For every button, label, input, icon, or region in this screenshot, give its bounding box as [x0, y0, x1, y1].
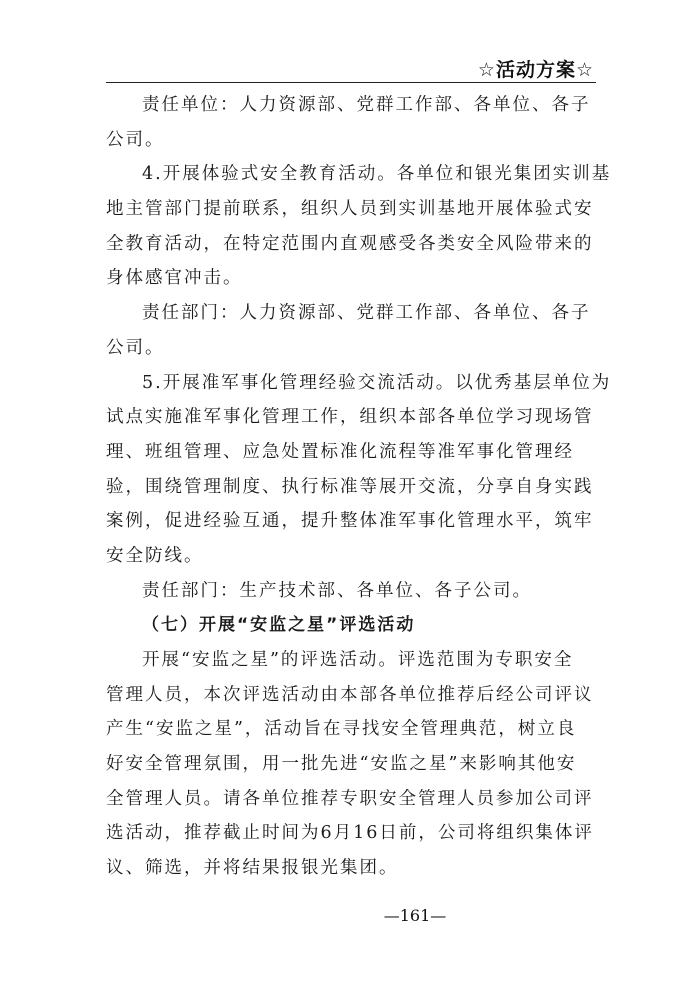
- section-heading: （七）开展“安监之星”评选活动: [142, 615, 416, 636]
- text-line: 全管理人员。请各单位推荐专职安全管理人员参加公司评: [106, 788, 594, 809]
- text-line: 身体感官冲击。: [106, 268, 243, 289]
- text-line: 议、筛选，并将结果报银光集团。: [106, 858, 399, 879]
- text-line: 理、班组管理、应急处置标准化流程等准军事化管理经: [106, 441, 574, 462]
- text-line: 地主管部门提前联系，组织人员到实训基地开展体验式安: [106, 199, 594, 220]
- text-line: 管理人员，本次评选活动由本部各单位推荐后经公司评议: [106, 684, 594, 705]
- document-body: [106, 88, 612, 886]
- text-line: 责任部门：人力资源部、党群工作部、各单位、各子: [142, 303, 591, 324]
- text-line: 验，围绕管理制度、执行标准等展开交流，分享自身实践: [106, 476, 594, 497]
- text-line: 全教育活动，在特定范围内直观感受各类安全风险带来的: [106, 233, 594, 254]
- text-line: 责任部门：生产技术部、各单位、各子公司。: [142, 580, 532, 601]
- text-line: 案例，促进经验互通，提升整体准军事化管理水平，筑牢: [106, 511, 594, 532]
- text-line: 产生“安监之星”，活动旨在寻找安全管理典范，树立良: [106, 719, 577, 740]
- text-line: 试点实施准军事化管理工作，组织本部各单位学习现场管: [106, 407, 594, 428]
- running-header-title: ☆活动方案☆: [477, 59, 594, 81]
- text-line: 安全防线。: [106, 545, 204, 566]
- text-line: 4.开展体验式安全教育活动。各单位和银光集团实训基: [142, 164, 612, 185]
- text-line: 5.开展准军事化管理经验交流活动。以优秀基层单位为: [142, 372, 612, 393]
- text-line: 公司。: [106, 337, 165, 358]
- text-line: 选活动，推荐截止时间为6月16日前，公司将组织集体评: [106, 823, 594, 844]
- text-line: 开展“安监之星”的评选活动。评选范围为专职安全: [142, 650, 574, 670]
- page-number: —161—: [383, 906, 447, 925]
- text-line: 公司。: [106, 129, 165, 150]
- text-line: 好安全管理氛围，用一批先进“安监之星”来影响其他安: [106, 754, 577, 775]
- text-line: 责任单位：人力资源部、党群工作部、各单位、各子: [142, 95, 591, 115]
- header-divider: [106, 82, 596, 83]
